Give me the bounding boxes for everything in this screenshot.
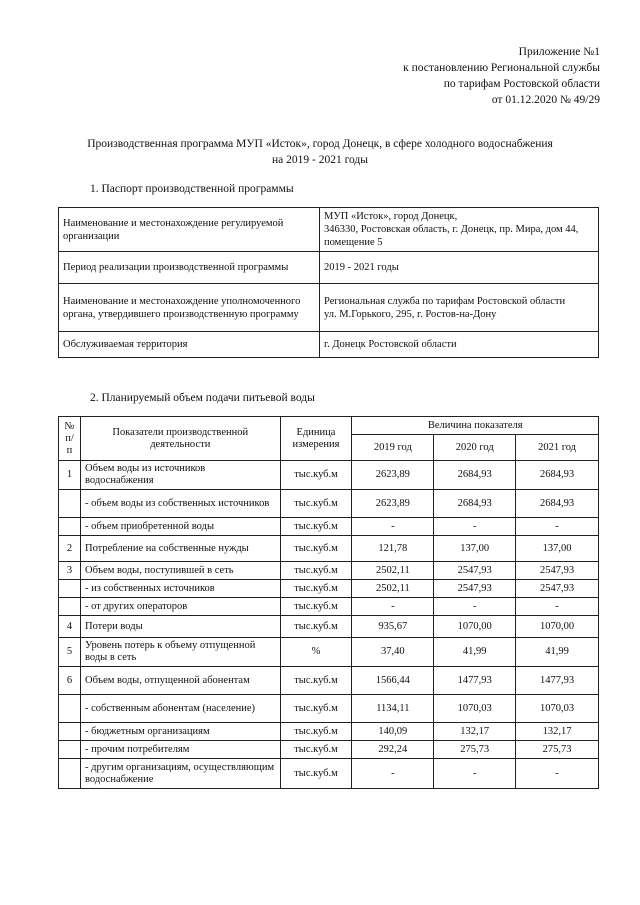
row-unit: тыс.куб.м [280,580,352,598]
row-value-2021: 275,73 [516,741,599,759]
title-line: на 2019 - 2021 годы [271,154,368,166]
row-unit: тыс.куб.м [280,759,352,789]
row-value-2021: 2547,93 [516,580,599,598]
row-indicator: - другим организациям, осуществляющим водоснабжение [80,759,280,789]
passport-value-line: 346330, Ростовская область, г. Донецк, пр. Мира, дом 44, помещение 5 [324,224,579,248]
row-value-2020: - [434,518,516,536]
header-indicator: Показатели производственной деятельности [80,417,280,461]
row-num [59,598,81,616]
row-value-2020: - [434,759,516,789]
header-unit: Единица измерения [280,417,352,461]
table-row [59,536,599,562]
row-value-2020: 1070,03 [434,695,516,723]
row-unit: тыс.куб.м [280,461,352,490]
table-row [59,580,599,598]
row-value-2019: 2623,89 [352,461,434,490]
row-indicator: - объем приобретенной воды [80,518,280,536]
row-value-2020: 2684,93 [434,461,516,490]
passport-value-line: Региональная служба по тарифам Ростовской области [324,295,566,307]
row-value-2021: 2547,93 [516,562,599,580]
row-num [59,759,81,789]
passport-value [320,208,599,252]
table-row [59,616,599,638]
table-body [59,461,599,789]
row-unit: % [280,638,352,667]
table-row [59,461,599,490]
passport-label: Наименование и местонахождение регулируемой организации [59,208,320,252]
row-num [59,490,81,518]
row-unit: тыс.куб.м [280,695,352,723]
row-value-2019: 2502,11 [352,562,434,580]
row-indicator: - из собственных источников [80,580,280,598]
passport-table [58,207,599,358]
row-value-2019: 140,09 [352,723,434,741]
row-value-2019: - [352,759,434,789]
row-value-2020: 41,99 [434,638,516,667]
table-row [59,490,599,518]
row-value-2021: - [516,518,599,536]
row-value-2021: 132,17 [516,723,599,741]
passport-row [59,284,599,332]
annex-header [403,44,600,108]
row-value-2021: - [516,598,599,616]
passport-value-line: МУП «Исток», город Донецк, [324,211,458,222]
table-row [59,598,599,616]
passport-value [320,284,599,332]
row-indicator: - собственным абонентам (население) [80,695,280,723]
water-supply-table [58,416,599,789]
passport-value: г. Донецк Ростовской области [320,332,599,358]
table-row [59,518,599,536]
document-title [40,136,600,168]
row-num: 2 [59,536,81,562]
row-unit: тыс.куб.м [280,667,352,695]
row-unit: тыс.куб.м [280,616,352,638]
table-row [59,667,599,695]
row-indicator: Потери воды [80,616,280,638]
row-indicator: Объем воды, отпущенной абонентам [80,667,280,695]
row-value-2021: 1070,03 [516,695,599,723]
row-indicator: - бюджетным организациям [80,723,280,741]
row-indicator: Потребление на собственные нужды [80,536,280,562]
annex-line: Приложение №1 [518,46,600,58]
table-row [59,562,599,580]
row-num: 3 [59,562,81,580]
row-num [59,518,81,536]
row-value-2019: 37,40 [352,638,434,667]
row-value-2021: 1070,00 [516,616,599,638]
row-value-2019: - [352,598,434,616]
header-row [59,417,599,435]
row-unit: тыс.куб.м [280,536,352,562]
row-indicator: Уровень потерь к объему отпущенной воды в сеть [80,638,280,667]
row-num [59,695,81,723]
row-value-2021: - [516,759,599,789]
row-unit: тыс.куб.м [280,518,352,536]
row-num: 5 [59,638,81,667]
row-num [59,580,81,598]
row-indicator: - прочим потребителям [80,741,280,759]
row-unit: тыс.куб.м [280,598,352,616]
row-value-2020: 1070,00 [434,616,516,638]
row-value-2019: 1134,11 [352,695,434,723]
row-value-2020: 275,73 [434,741,516,759]
row-unit: тыс.куб.м [280,723,352,741]
row-unit: тыс.куб.м [280,490,352,518]
section-1-heading: 1. Паспорт производственной программы [90,183,294,195]
header-year-2020: 2020 год [434,435,516,461]
header-num: № п/п [59,417,81,461]
row-value-2021: 1477,93 [516,667,599,695]
row-num: 4 [59,616,81,638]
row-value-2019: - [352,518,434,536]
row-value-2021: 137,00 [516,536,599,562]
row-num: 6 [59,667,81,695]
annex-line: от 01.12.2020 № 49/29 [491,94,600,106]
header-year-2021: 2021 год [516,435,599,461]
row-value-2020: 2684,93 [434,490,516,518]
row-value-2019: 292,24 [352,741,434,759]
row-value-2020: 132,17 [434,723,516,741]
passport-value: 2019 - 2021 годы [320,252,599,284]
row-value-2019: 935,67 [352,616,434,638]
annex-line: к постановлению Региональной службы [403,62,600,74]
row-unit: тыс.куб.м [280,562,352,580]
passport-row [59,252,599,284]
header-year-2019: 2019 год [352,435,434,461]
section-2-heading: 2. Планируемый объем подачи питьевой воды [90,392,315,404]
row-num [59,723,81,741]
row-value-2020: 1477,93 [434,667,516,695]
passport-label: Период реализации производственной программы [59,252,320,284]
row-value-2021: 2684,93 [516,490,599,518]
row-value-2019: 2623,89 [352,490,434,518]
row-value-2020: 137,00 [434,536,516,562]
passport-value-line: ул. М.Горького, 295, г. Ростов-на-Дону [324,308,497,320]
passport-label: Обслуживаемая территория [59,332,320,358]
annex-line: по тарифам Ростовской области [443,78,600,90]
passport-row [59,332,599,358]
row-indicator: - объем воды из собственных источников [80,490,280,518]
table-row [59,759,599,789]
table-row [59,723,599,741]
table-row [59,638,599,667]
row-unit: тыс.куб.м [280,741,352,759]
header-value-group: Величина показателя [352,417,599,435]
row-value-2019: 1566,44 [352,667,434,695]
row-value-2021: 2684,93 [516,461,599,490]
row-value-2020: 2547,93 [434,562,516,580]
passport-label: Наименование и местонахождение уполномоченного органа, утвердившего производственную программу [59,284,320,332]
title-line: Производственная программа МУП «Исток», город Донецк, в сфере холодного водоснабжения [87,138,553,150]
table-row [59,741,599,759]
row-indicator: Объем воды, поступившей в сеть [80,562,280,580]
row-value-2019: 2502,11 [352,580,434,598]
row-value-2019: 121,78 [352,536,434,562]
row-value-2020: - [434,598,516,616]
row-num [59,741,81,759]
row-value-2021: 41,99 [516,638,599,667]
row-value-2020: 2547,93 [434,580,516,598]
row-indicator: - от других операторов [80,598,280,616]
row-indicator: Объем воды из источников водоснабжения [80,461,280,490]
passport-row [59,208,599,252]
row-num: 1 [59,461,81,490]
table-row [59,695,599,723]
